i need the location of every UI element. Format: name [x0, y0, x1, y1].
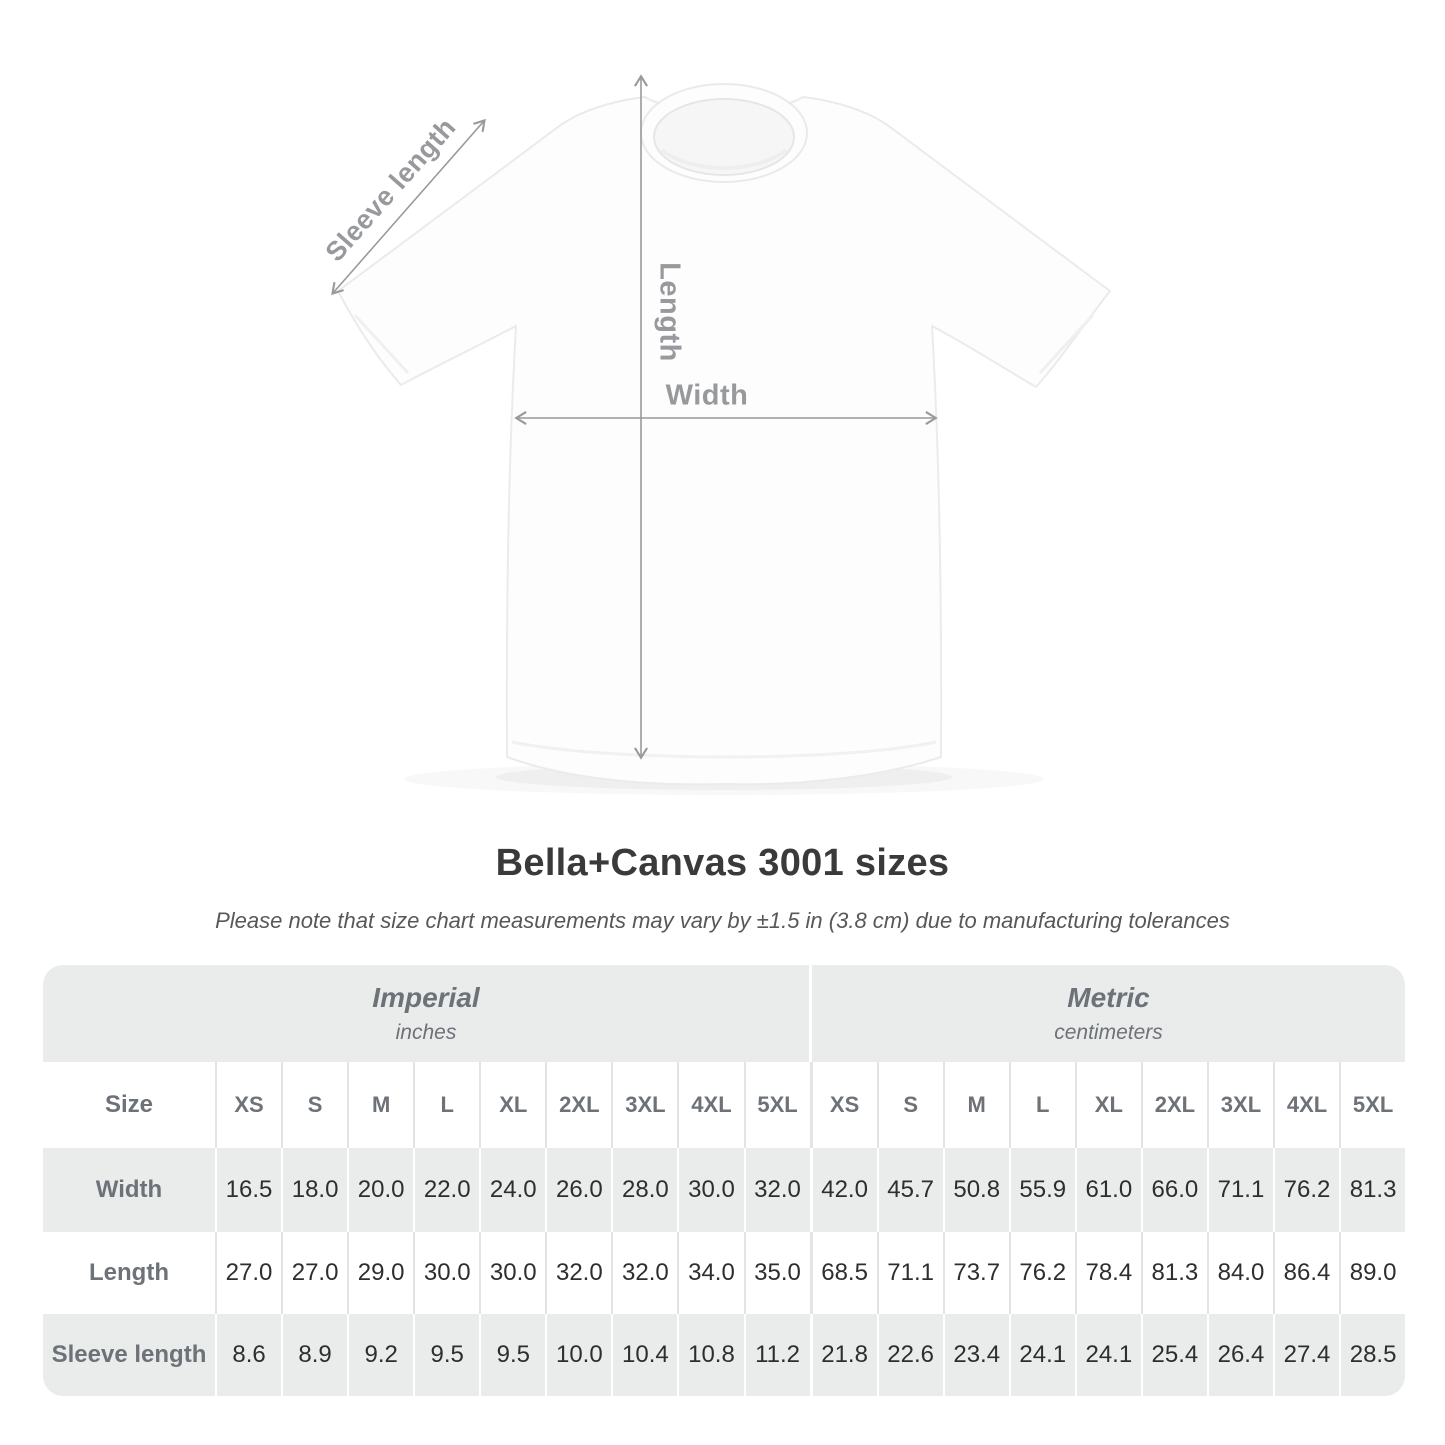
size-column-header: 3XL: [611, 1062, 677, 1148]
measurement-value-cell: 22.0: [413, 1148, 479, 1232]
measurement-value-cell: 76.2: [1009, 1232, 1075, 1314]
measurement-value-cell: 21.8: [810, 1314, 877, 1396]
measurement-value-cell: 42.0: [810, 1148, 877, 1232]
measurement-value-cell: 24.1: [1009, 1314, 1075, 1396]
measurement-value-cell: 35.0: [744, 1232, 810, 1314]
size-column-header: 2XL: [1141, 1062, 1207, 1148]
measurement-value-cell: 27.0: [281, 1232, 347, 1314]
measurement-value-cell: 9.5: [413, 1314, 479, 1396]
measurement-value-cell: 66.0: [1141, 1148, 1207, 1232]
tshirt-shape: [338, 84, 1110, 784]
measurement-row: [43, 1314, 1405, 1396]
imperial-header: [43, 965, 809, 1062]
measurement-value-cell: 8.6: [215, 1314, 281, 1396]
size-column-header: XL: [1075, 1062, 1141, 1148]
measurement-value-cell: 20.0: [347, 1148, 413, 1232]
measurement-value-cell: 81.3: [1339, 1148, 1405, 1232]
measurement-value-cell: 26.0: [545, 1148, 611, 1232]
measurement-value-cell: 28.0: [611, 1148, 677, 1232]
size-column-header: M: [347, 1062, 413, 1148]
measurement-value-cell: 26.4: [1207, 1314, 1273, 1396]
measurement-value-cell: 78.4: [1075, 1232, 1141, 1314]
size-column-header: 5XL: [1339, 1062, 1405, 1148]
measurement-value-cell: 24.0: [479, 1148, 545, 1232]
measurement-value-cell: 10.0: [545, 1314, 611, 1396]
measurement-row-label: Width: [95, 1176, 163, 1203]
measurement-value-cell: 61.0: [1075, 1148, 1141, 1232]
size-table: [43, 965, 1405, 1396]
sleeve-length-label: Sleeve length: [319, 112, 462, 268]
metric-header: [812, 965, 1405, 1062]
measurement-value-cell: 73.7: [943, 1232, 1009, 1314]
measurement-value-cell: 28.5: [1339, 1314, 1405, 1396]
measurement-row: [43, 1148, 1405, 1232]
size-column-header: XS: [810, 1062, 877, 1148]
measurement-value-cell: 30.0: [479, 1232, 545, 1314]
measurement-value-cell: 32.0: [744, 1148, 810, 1232]
size-column-header: L: [1009, 1062, 1075, 1148]
length-label: Length: [653, 262, 686, 362]
unit-header-band: [43, 965, 1405, 1062]
size-column-header: M: [943, 1062, 1009, 1148]
measurement-value-cell: 30.0: [677, 1148, 743, 1232]
size-column-header: 5XL: [744, 1062, 810, 1148]
measurement-value-cell: 32.0: [545, 1232, 611, 1314]
measurement-value-cell: 32.0: [611, 1232, 677, 1314]
measurement-value-cell: 27.4: [1273, 1314, 1339, 1396]
measurement-value-cell: 22.6: [877, 1314, 943, 1396]
measurement-value-cell: 84.0: [1207, 1232, 1273, 1314]
measurement-value-cell: 45.7: [877, 1148, 943, 1232]
metric-label: Metric: [1067, 982, 1150, 1013]
size-column-header: 3XL: [1207, 1062, 1273, 1148]
measurement-row: [43, 1232, 1405, 1314]
measurement-value-cell: 86.4: [1273, 1232, 1339, 1314]
size-column-header: S: [877, 1062, 943, 1148]
measurement-value-cell: 50.8: [943, 1148, 1009, 1232]
measurement-value-cell: 89.0: [1339, 1232, 1405, 1314]
measurement-value-cell: 25.4: [1141, 1314, 1207, 1396]
measurement-value-cell: 10.8: [677, 1314, 743, 1396]
size-row-label: Size: [104, 1091, 154, 1118]
page-subtitle: Please note that size chart measurements may vary by ±1.5 in (3.8 cm) due to manufacturing tolerances: [215, 908, 1230, 933]
size-column-header: S: [281, 1062, 347, 1148]
size-column-header: 4XL: [1273, 1062, 1339, 1148]
size-column-header: 4XL: [677, 1062, 743, 1148]
imperial-label: Imperial: [372, 982, 480, 1013]
measurement-value-cell: 24.1: [1075, 1314, 1141, 1396]
measurement-row-label: Sleeve length: [51, 1341, 207, 1368]
width-label: Width: [665, 379, 749, 412]
page-title: Bella+Canvas 3001 sizes: [495, 842, 950, 884]
measurement-value-cell: 29.0: [347, 1232, 413, 1314]
size-header-row: [43, 1062, 1405, 1148]
metric-unit: centimeters: [1054, 1021, 1163, 1044]
measurement-value-cell: 10.4: [611, 1314, 677, 1396]
size-table-rows: [43, 1062, 1405, 1396]
measurement-value-cell: 9.5: [479, 1314, 545, 1396]
imperial-unit: inches: [395, 1021, 457, 1044]
measurement-row-label: Length: [89, 1259, 169, 1286]
measurement-value-cell: 9.2: [347, 1314, 413, 1396]
measurement-value-cell: 76.2: [1273, 1148, 1339, 1232]
measurement-value-cell: 23.4: [943, 1314, 1009, 1396]
measurement-value-cell: 71.1: [1207, 1148, 1273, 1232]
measurement-value-cell: 68.5: [810, 1232, 877, 1314]
measurement-value-cell: 18.0: [281, 1148, 347, 1232]
size-column-header: 2XL: [545, 1062, 611, 1148]
measurement-value-cell: 34.0: [677, 1232, 743, 1314]
measurement-value-cell: 27.0: [215, 1232, 281, 1314]
measurement-value-cell: 16.5: [215, 1148, 281, 1232]
measurement-value-cell: 11.2: [744, 1314, 810, 1396]
size-column-header: XL: [479, 1062, 545, 1148]
size-column-header: XS: [215, 1062, 281, 1148]
measurement-value-cell: 81.3: [1141, 1232, 1207, 1314]
measurement-value-cell: 55.9: [1009, 1148, 1075, 1232]
measurement-value-cell: 8.9: [281, 1314, 347, 1396]
measurement-value-cell: 30.0: [413, 1232, 479, 1314]
measurement-value-cell: 71.1: [877, 1232, 943, 1314]
size-column-header: L: [413, 1062, 479, 1148]
